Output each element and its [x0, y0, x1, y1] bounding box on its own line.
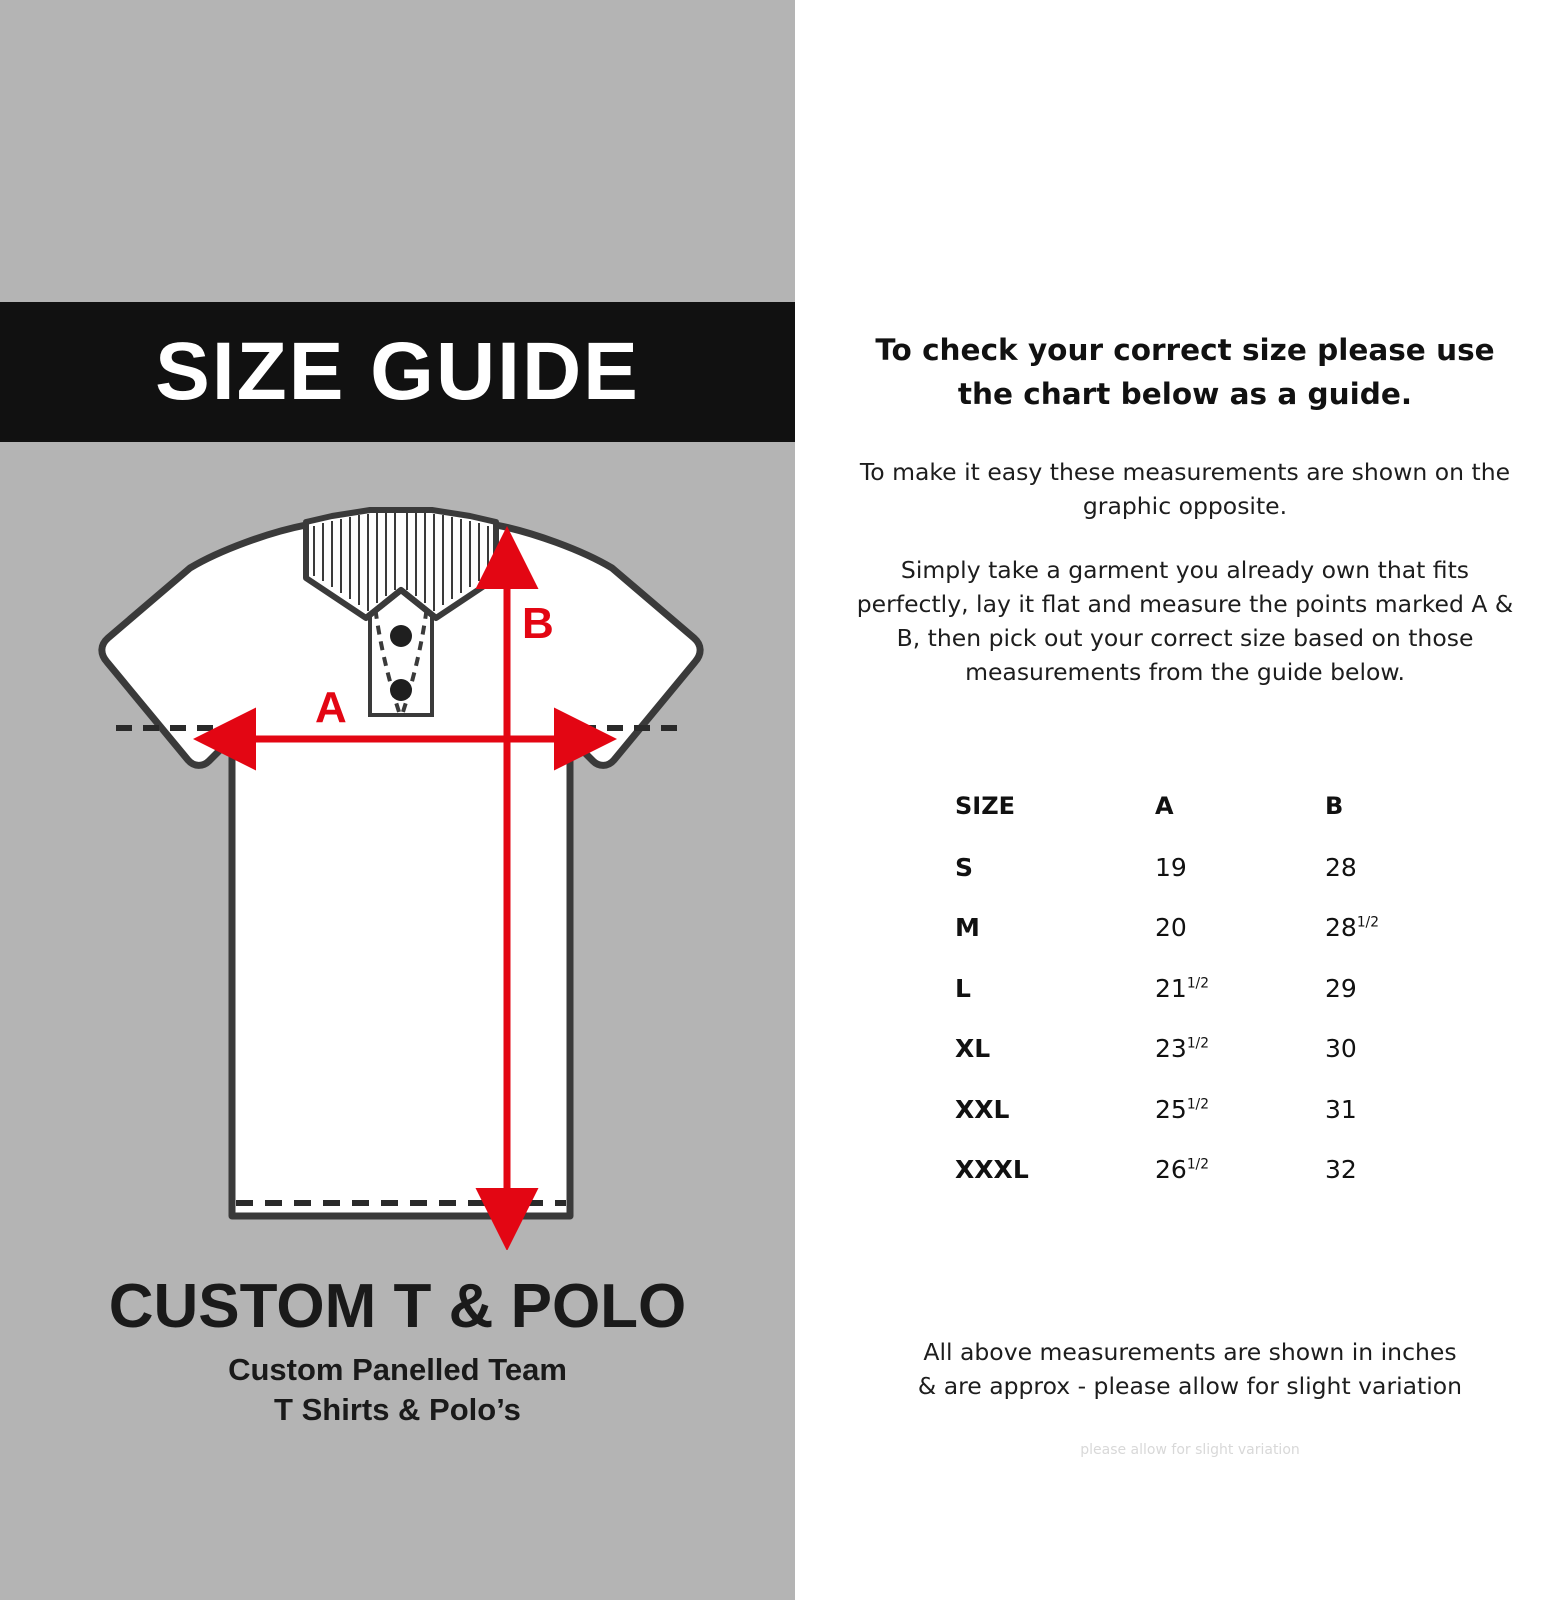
table-row — [955, 958, 1435, 1019]
cell-b — [1325, 1019, 1435, 1080]
cell-a — [1155, 898, 1325, 959]
shirt-button — [390, 679, 412, 701]
cell-b-fraction: 1/2 — [1356, 914, 1379, 931]
cell-b — [1325, 1079, 1435, 1140]
cell-b — [1325, 898, 1435, 959]
cell-a-fraction: 1/2 — [1186, 1096, 1209, 1113]
size-chart-body — [955, 837, 1435, 1200]
table-row — [955, 1140, 1435, 1201]
size-chart-table — [955, 775, 1435, 1200]
cell-size: L — [955, 973, 971, 1003]
cell-a-whole: 23 — [1155, 1034, 1187, 1064]
intro-paragraph-2: Simply take a garment you already own that fits perfectly, lay it flat and measure the points marked A & B, then pick out your correct size based on those measurements from the guide below. — [856, 556, 1514, 686]
polo-shirt-diagram — [70, 470, 730, 1250]
footnote-line-1: All above measurements are shown in inches — [923, 1338, 1457, 1366]
cell-size: S — [955, 852, 974, 882]
cell-size: XL — [955, 1034, 991, 1064]
table-header-row — [955, 775, 1435, 837]
column-header-a: A — [1155, 792, 1174, 820]
cell-b-whole: 30 — [1325, 1034, 1357, 1064]
cell-a-whole: 26 — [1155, 1155, 1187, 1185]
cell-a — [1155, 837, 1325, 898]
column-header-size: SIZE — [955, 792, 1016, 820]
cell-size: XXL — [955, 1094, 1010, 1124]
cell-b — [1325, 958, 1435, 1019]
table-row — [955, 1019, 1435, 1080]
table-row — [955, 1079, 1435, 1140]
cell-a-fraction: 1/2 — [1186, 1156, 1209, 1173]
cell-size: M — [955, 913, 980, 943]
cell-b-whole: 28 — [1325, 913, 1357, 943]
intro-heading: To check your correct size please use the chart below as a guide. — [875, 333, 1495, 411]
cell-b-whole: 31 — [1325, 1094, 1357, 1124]
brand-block — [0, 1272, 795, 1430]
cell-b-whole: 28 — [1325, 852, 1357, 882]
footnote-line-2: & are approx - please allow for slight variation — [917, 1372, 1463, 1400]
size-guide-title-bar — [0, 302, 795, 442]
measurement-label-b: B — [522, 599, 554, 648]
intro-paragraph-1: To make it easy these measurements are shown on the graphic opposite. — [859, 458, 1511, 520]
cell-b-whole: 32 — [1325, 1155, 1357, 1185]
measurement-footnote — [850, 1335, 1530, 1403]
brand-tagline-line2: T Shirts & Polo’s — [274, 1392, 521, 1427]
brand-name: CUSTOM T & POLO — [108, 1272, 687, 1341]
shirt-button — [390, 625, 412, 647]
cell-b — [1325, 1140, 1435, 1201]
cell-size: XXXL — [955, 1155, 1029, 1185]
cell-a — [1155, 1140, 1325, 1201]
cell-a-whole: 19 — [1155, 852, 1187, 882]
cell-a — [1155, 1019, 1325, 1080]
footnote-faded-text: please allow for slight variation — [1080, 1442, 1300, 1458]
cell-a-whole: 25 — [1155, 1094, 1187, 1124]
column-header-b: B — [1325, 792, 1344, 820]
table-row — [955, 837, 1435, 898]
cell-a-whole: 20 — [1155, 913, 1187, 943]
cell-a-fraction: 1/2 — [1186, 1035, 1209, 1052]
cell-b — [1325, 837, 1435, 898]
cell-a — [1155, 1079, 1325, 1140]
cell-a — [1155, 958, 1325, 1019]
brand-tagline-line1: Custom Panelled Team — [228, 1352, 567, 1387]
page-title: SIZE GUIDE — [155, 326, 640, 417]
cell-b-whole: 29 — [1325, 973, 1357, 1003]
measurement-label-a: A — [315, 683, 347, 732]
cell-a-fraction: 1/2 — [1186, 975, 1209, 992]
table-row — [955, 898, 1435, 959]
cell-a-whole: 21 — [1155, 973, 1187, 1003]
right-info-panel — [795, 0, 1564, 1600]
